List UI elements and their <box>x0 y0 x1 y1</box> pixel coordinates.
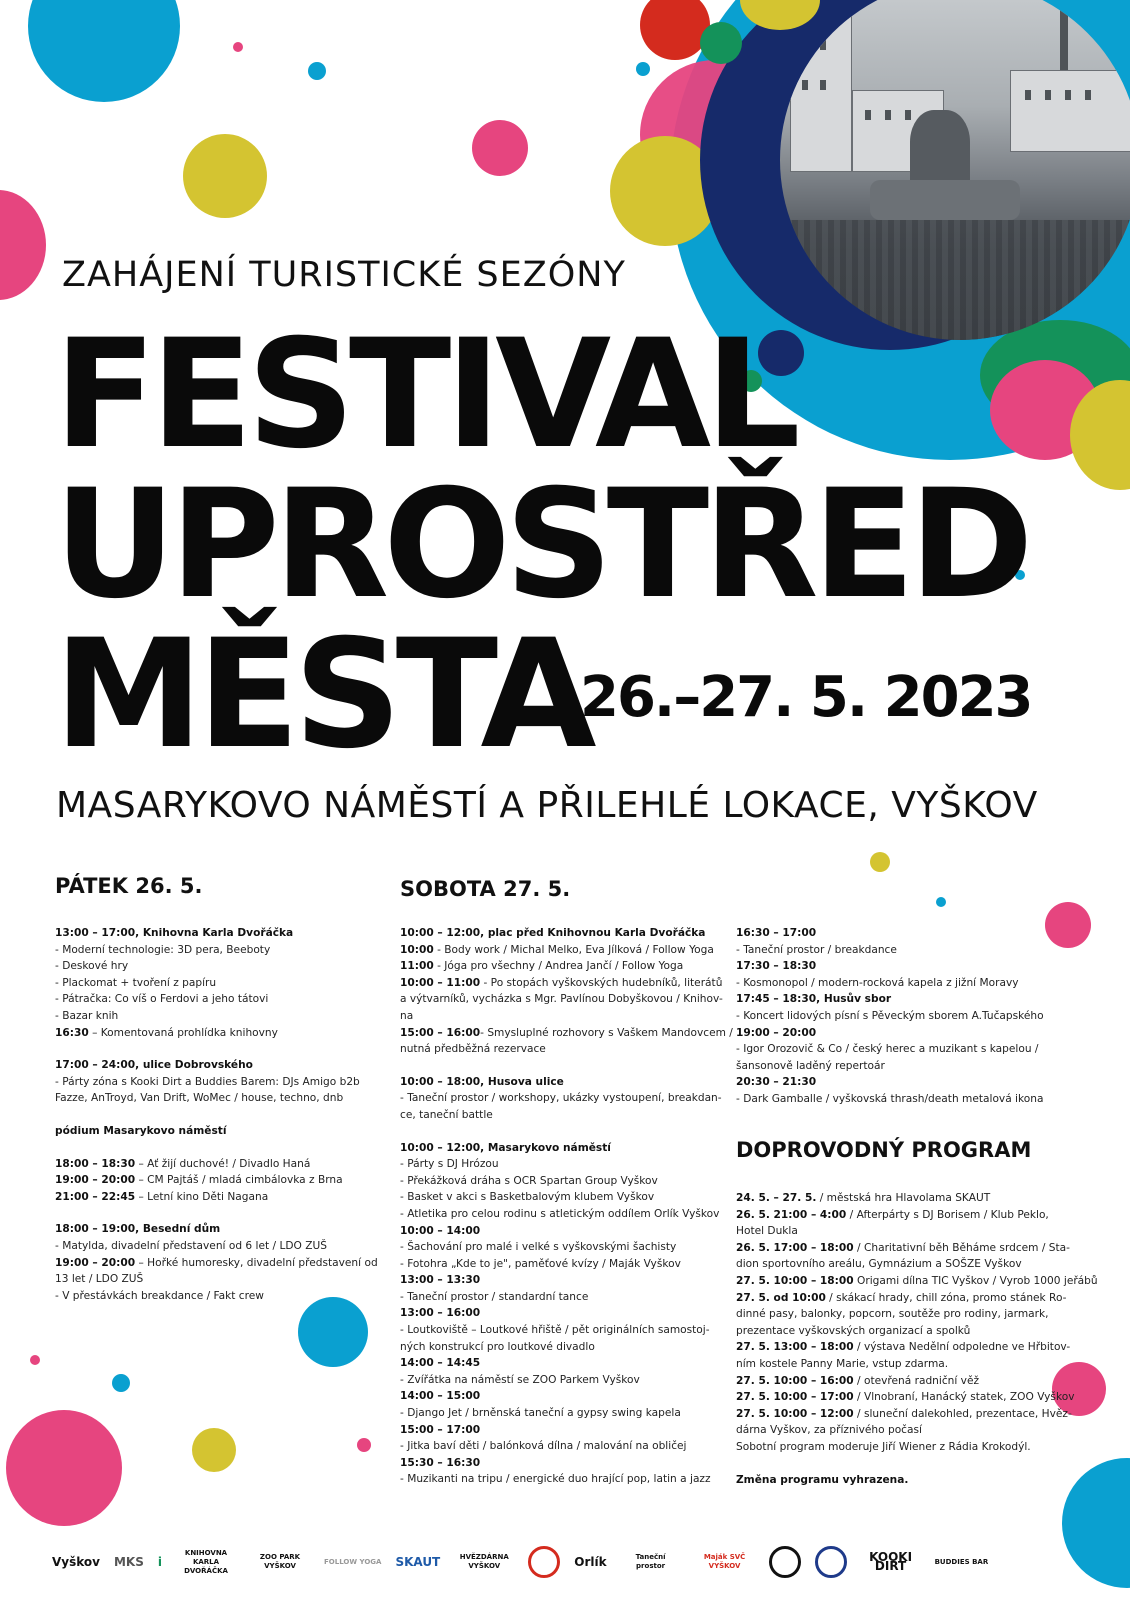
town-square-photo <box>780 0 1130 340</box>
program-line <box>736 1373 1081 1390</box>
program-line <box>400 1405 720 1422</box>
program-line <box>400 1008 720 1025</box>
program-line <box>400 1156 720 1173</box>
program-time: Změna programu vyhrazena. <box>736 1473 909 1486</box>
program-line <box>736 1207 1081 1224</box>
title-line-3: MĚSTA <box>54 608 591 782</box>
program-text: prezentace vyškovských organizací a spolků <box>736 1324 971 1337</box>
program-line <box>400 1339 720 1356</box>
program-time: 26. 5. 17:00 – 18:00 <box>736 1241 854 1254</box>
program-line <box>736 1323 1081 1340</box>
program-text: - Taneční prostor / workshopy, ukázky vystoupení, breakdan- <box>400 1092 722 1105</box>
program-line <box>736 1256 1081 1273</box>
program-text: – Letní kino Děti Nagana <box>135 1190 269 1203</box>
program-line <box>55 942 375 959</box>
program-time: 10:00 <box>400 943 434 956</box>
program-text: - Párty zóna s Kooki Dirt a Buddies Barem: DJs Amigo b2b <box>55 1075 360 1088</box>
program-line <box>400 1388 720 1405</box>
program-text: - Deskové hry <box>55 960 129 973</box>
supporting-program-heading: DOPROVODNÝ PROGRAM <box>736 1138 1032 1162</box>
program-line <box>400 1189 720 1206</box>
program-time: 19:00 – 20:00 <box>736 1026 817 1039</box>
decor-circle-pink <box>472 120 528 176</box>
program-text: Sobotní program moderuje Jiří Wiener z Rádia Krokodýl. <box>736 1440 1031 1453</box>
event-subtitle: ZAHÁJENÍ TURISTICKÉ SEZÓNY <box>62 255 626 295</box>
crest-logo <box>528 1546 560 1578</box>
event-dates: 26.–27. 5. 2023 <box>580 665 1032 730</box>
program-line <box>400 1041 720 1058</box>
program-line <box>400 925 720 942</box>
program-text: / městská hra Hlavolama SKAUT <box>816 1192 991 1204</box>
program-line <box>736 1290 1081 1307</box>
decor-circle-pink-tinybottom <box>30 1355 40 1365</box>
program-line <box>400 958 720 975</box>
program-time: 10:00 – 18:00, Husova ulice <box>400 1075 564 1088</box>
program-line <box>736 1422 1081 1439</box>
decor-circle-blue-mid2 <box>936 897 946 907</box>
decor-circle-blue-tiny <box>636 62 650 76</box>
program-text: - Igor Orozovič & Co / český herec a muzikant s kapelou / <box>736 1043 1039 1056</box>
program-text: dinné pasy, balonky, popcorn, soutěže pro rodiny, jarmark, <box>736 1308 1049 1321</box>
program-line <box>400 1223 720 1240</box>
event-location: MASARYKOVO NÁMĚSTÍ A PŘILEHLÉ LOKACE, VYŠKOV <box>56 785 1038 826</box>
program-line <box>55 1156 375 1173</box>
program-text: - Po stopách vyškovských hudebníků, literátů <box>480 976 723 989</box>
program-text: ce, taneční battle <box>400 1108 493 1121</box>
info-logo: i <box>157 1554 162 1569</box>
dance-logo: Taneční prostor <box>635 1553 666 1570</box>
program-time: 17:00 – 24:00, ulice Dobrovského <box>55 1059 253 1072</box>
program-text: – CM Pajtáš / mladá cimbálovka z Brna <box>135 1174 343 1187</box>
program-line <box>736 1240 1081 1257</box>
title-line-2: UPROSTŘED <box>54 458 1028 632</box>
program-text: - Taneční prostor / breakdance <box>736 943 897 956</box>
program-line <box>55 958 375 975</box>
program-text: - Šachování pro malé i velké s vyškovskými šachisty <box>400 1241 677 1254</box>
program-line <box>736 958 1076 975</box>
decor-circle-blue-tinybottom <box>112 1374 130 1392</box>
basket-logo <box>815 1546 847 1578</box>
program-line <box>55 1123 375 1140</box>
program-line <box>400 975 723 992</box>
program-line <box>736 1339 1081 1356</box>
program-line <box>400 1256 720 1273</box>
program-time: 17:30 – 18:30 <box>736 960 817 973</box>
program-line <box>400 1090 720 1107</box>
decor-circle-yellow-bottom <box>192 1428 236 1472</box>
program-line <box>400 1239 720 1256</box>
program-line <box>400 1272 720 1289</box>
program-time: 10:00 – 12:00, Masarykovo náměstí <box>400 1141 611 1154</box>
program-text: - Moderní technologie: 3D pera, Beeboty <box>55 943 271 956</box>
program-text: - Muzikanti na tripu / energické duo hrající pop, latin a jazz <box>400 1473 711 1486</box>
program-time: 21:00 – 22:45 <box>55 1190 136 1203</box>
program-time: 13:00 – 16:00 <box>400 1307 481 1320</box>
program-line <box>55 1221 375 1238</box>
decor-circle-pink-tinybottom2 <box>357 1438 371 1452</box>
program-line <box>736 1025 1076 1042</box>
program-time: 13:00 – 13:30 <box>400 1274 481 1287</box>
program-text: - Kosmonopol / modern-rocková kapela z jižní Moravy <box>736 976 1019 989</box>
decor-circle-blue-small <box>308 62 326 80</box>
program-line <box>55 975 375 992</box>
decor-circle-red <box>640 0 710 60</box>
program-text: šansonově laděný repertoár <box>736 1059 885 1072</box>
program-text: - Loutkoviště – Loutkové hřiště / pět originálních samostoj- <box>400 1324 710 1337</box>
program-line <box>400 1322 720 1339</box>
program-line <box>736 925 1076 942</box>
program-line <box>736 1041 1076 1058</box>
program-line <box>736 1273 1098 1290</box>
vyskov-logo: Vyškov <box>52 1554 100 1569</box>
program-time: 27. 5. 10:00 – 18:00 <box>736 1274 854 1287</box>
program-line <box>736 1356 1081 1373</box>
program-time: 16:30 <box>55 1026 89 1039</box>
decor-circle-pink-left <box>0 190 46 300</box>
program-time: 15:30 – 16:30 <box>400 1456 481 1469</box>
program-text: dárna Vyškov, za příznivého počasí <box>736 1424 922 1437</box>
program-text: - Koncert lidových písní s Pěveckým sborem A.Tučapského <box>736 1009 1044 1022</box>
program-text: - Překážková dráha s OCR Spartan Group Vyškov <box>400 1174 658 1187</box>
program-text: - Smysluplné rozhovory s Vaškem Mandovcem / <box>480 1026 733 1039</box>
program-text: – Hořké humoresky, divadelní představení od <box>135 1256 378 1269</box>
program-line <box>55 1008 375 1025</box>
program-line <box>400 942 720 959</box>
program-time: 18:00 – 18:30 <box>55 1157 136 1170</box>
program-text: Hotel Dukla <box>736 1225 798 1238</box>
program-text: Fazze, AnTroyd, Van Drift, WoMec / house, techno, dnb <box>55 1092 344 1105</box>
decor-circle-pink-small <box>233 42 243 52</box>
program-text: - Zvířátka na náměstí se ZOO Parkem Vyškov <box>400 1373 640 1386</box>
program-time: 24. 5. – 27. 5. <box>736 1192 817 1204</box>
program-text: – Ať žijí duchové! / Divadlo Haná <box>135 1157 311 1170</box>
program-text: ním kostele Panny Marie, vstup zdarma. <box>736 1357 949 1370</box>
program-time: 15:00 – 16:00 <box>400 1026 481 1039</box>
program-line <box>55 1172 375 1189</box>
program-text: – Komentovaná prohlídka knihovny <box>88 1026 278 1039</box>
program-line <box>736 1472 1081 1489</box>
program-time: 10:00 – 14:00 <box>400 1224 481 1237</box>
program-time: 10:00 – 12:00, plac před Knihovnou Karla Dvořáčka <box>400 927 706 939</box>
supporting-program <box>736 1190 1098 1488</box>
program-line <box>55 1238 375 1255</box>
program-spacer <box>55 1205 375 1221</box>
program-time: 19:00 – 20:00 <box>55 1174 136 1187</box>
program-text: - Jóga pro všechny / Andrea Jančí / Follow Yoga <box>433 960 684 973</box>
program-text: dion sportovního areálu, Gymnázium a SOŠZE Vyškov <box>736 1258 1022 1271</box>
program-line <box>736 991 1076 1008</box>
decor-circle-yellow-mid <box>870 852 890 872</box>
program-time: 11:00 <box>400 960 434 973</box>
program-line <box>55 1074 375 1091</box>
program-text: / sluneční dalekohled, prezentace, Hvěz- <box>853 1407 1072 1420</box>
program-text: / výstava Nedělní odpoledne ve Hřbitov- <box>853 1341 1071 1354</box>
library-logo: KNIHOVNA KARLA DVOŘÁČKA <box>184 1548 228 1575</box>
program-line <box>736 1406 1081 1423</box>
program-text: - Body work / Michal Melko, Eva Jílková / Follow Yoga <box>433 943 714 956</box>
program-line <box>736 1008 1076 1025</box>
program-line <box>400 1372 720 1389</box>
program-time: pódium Masarykovo náměstí <box>55 1124 227 1137</box>
program-line <box>400 1355 720 1372</box>
buddies-logo: BUDDIES BAR <box>934 1557 989 1566</box>
program-time: 27. 5. 10:00 – 12:00 <box>736 1407 854 1420</box>
program-line <box>400 1455 720 1472</box>
program-line <box>736 1389 1081 1406</box>
observatory-logo: HVĚZDÁRNA VYŠKOV <box>459 1553 509 1570</box>
title-line-1: FESTIVAL <box>54 308 795 482</box>
program-line <box>400 1471 720 1488</box>
program-text: - Dark Gamballe / vyškovská thrash/death metalová ikona <box>736 1092 1044 1105</box>
program-line <box>736 1091 1076 1108</box>
decor-circle-green <box>700 22 742 64</box>
program-time: 17:45 – 18:30, Husův sbor <box>736 993 892 1006</box>
program-time: 16:30 – 17:00 <box>736 927 817 939</box>
mks-logo: MKS <box>113 1554 144 1569</box>
program-line <box>55 1288 375 1305</box>
program-time: 26. 5. 21:00 – 4:00 <box>736 1208 847 1221</box>
program-line <box>400 1438 720 1455</box>
program-text: - Pátračka: Co víš o Ferdovi a jeho tátovi <box>55 993 269 1006</box>
program-line <box>736 975 1076 992</box>
program-text: - V přestávkách breakdance / Fakt crew <box>55 1289 264 1302</box>
program-time: 27. 5. 10:00 – 16:00 <box>736 1374 854 1387</box>
program-time: 10:00 – 11:00 <box>400 976 481 989</box>
program-spacer <box>55 1107 375 1123</box>
program-line <box>400 1074 720 1091</box>
follow-yoga-logo: FOLLOW YOGA <box>324 1557 382 1566</box>
program-text: - Fotohra „Kde to je", paměťové kvízy / Maják Vyškov <box>400 1257 681 1270</box>
program-line <box>736 1074 1076 1091</box>
program-line <box>55 1271 375 1288</box>
program-time: 14:00 – 14:45 <box>400 1357 481 1370</box>
program-text: ných konstrukcí pro loutkové divadlo <box>400 1340 595 1353</box>
program-text: - Párty s DJ Hrózou <box>400 1158 499 1171</box>
program-spacer <box>400 1124 720 1140</box>
program-text: - Basket v akci s Basketbalovým klubem Vyškov <box>400 1191 655 1204</box>
program-text: / skákací hrady, chill zóna, promo stánek Ro- <box>825 1291 1067 1304</box>
orlik-logo: Orlík <box>574 1554 607 1569</box>
program-time: 27. 5. od 10:00 <box>736 1291 826 1304</box>
friday-heading: PÁTEK 26. 5. <box>55 874 203 898</box>
program-text: / Charitativní běh Běháme srdcem / Sta- <box>853 1241 1070 1254</box>
saturday-evening-program <box>736 925 1076 1108</box>
program-line <box>55 925 375 942</box>
spartan-logo <box>769 1546 801 1578</box>
program-spacer <box>55 1041 375 1057</box>
kooki-dirt-logo: KOOKI DIRT <box>869 1550 913 1573</box>
program-line <box>55 1057 375 1074</box>
majak-logo: Maják SVČ VYŠKOV <box>703 1553 746 1570</box>
program-text: 13 let / LDO ZUŠ <box>55 1273 144 1286</box>
program-line <box>400 1289 720 1306</box>
decor-circle-blue-bottom <box>298 1297 368 1367</box>
program-line <box>736 1439 1081 1456</box>
zoo-logo: ZOO PARK VYŠKOV <box>259 1553 301 1570</box>
program-text: - Django Jet / brněnská taneční a gypsy swing kapela <box>400 1407 681 1420</box>
program-line <box>55 1189 375 1206</box>
program-time: 15:00 – 17:00 <box>400 1423 481 1436</box>
program-line <box>736 1223 1081 1240</box>
program-text: na <box>400 1009 414 1022</box>
program-spacer <box>400 1058 720 1074</box>
program-line <box>736 1306 1081 1323</box>
program-text: Origami dílna TIC Vyškov / Vyrob 1000 jeřábů <box>853 1274 1098 1287</box>
program-line <box>400 1422 720 1439</box>
program-text: - Taneční prostor / standardní tance <box>400 1290 589 1303</box>
program-spacer <box>736 1456 1081 1472</box>
program-line <box>400 1140 720 1157</box>
program-line <box>736 1190 1081 1207</box>
program-text: - Bazar knih <box>55 1009 119 1022</box>
saturday-heading: SOBOTA 27. 5. <box>400 877 571 901</box>
program-text: / otevřená radniční věž <box>853 1374 980 1387</box>
program-time: 14:00 – 15:00 <box>400 1390 481 1403</box>
program-line <box>400 1206 720 1223</box>
program-time: 27. 5. 13:00 – 18:00 <box>736 1341 854 1354</box>
program-time: 27. 5. 10:00 – 17:00 <box>736 1391 854 1404</box>
friday-program <box>55 925 378 1304</box>
program-time: 19:00 – 20:00 <box>55 1256 136 1269</box>
decor-circle-yellow <box>183 134 267 218</box>
program-time: 13:00 – 17:00, Knihovna Karla Dvořáčka <box>55 927 294 939</box>
program-time: 18:00 – 19:00, Besední dům <box>55 1223 221 1236</box>
program-line <box>736 942 1076 959</box>
program-text: nutná předběžná rezervace <box>400 1043 546 1056</box>
program-line <box>736 1058 1076 1075</box>
program-time: 20:30 – 21:30 <box>736 1076 817 1089</box>
partner-logos <box>52 1540 1092 1584</box>
program-text: a výtvarníků, vycházka s Mgr. Pavlínou Dobyškovou / Knihov- <box>400 993 723 1006</box>
program-text: - Jitka baví děti / balónková dílna / malování na obličej <box>400 1440 687 1453</box>
program-line <box>400 991 723 1008</box>
saturday-program <box>400 925 733 1488</box>
program-line <box>400 1305 720 1322</box>
program-line <box>400 1173 720 1190</box>
program-spacer <box>55 1140 375 1156</box>
program-line <box>55 1025 375 1042</box>
program-text: / Vlnobraní, Hanácký statek, ZOO Vyškov <box>853 1391 1075 1404</box>
program-line <box>55 1255 378 1272</box>
program-text: / Afterpárty s DJ Borisem / Klub Peklo, <box>846 1208 1049 1221</box>
program-line <box>400 1107 720 1124</box>
program-text: - Matylda, divadelní představení od 6 let / LDO ZUŠ <box>55 1239 327 1252</box>
program-line <box>400 1025 733 1042</box>
decor-circle-blue-topleft <box>28 0 180 102</box>
decor-circle-pink-bottom <box>6 1410 122 1526</box>
skaut-logo: SKAUT <box>395 1554 441 1569</box>
program-text: - Atletika pro celou rodinu s atletickým oddílem Orlík Vyškov <box>400 1207 720 1220</box>
program-text: - Plackomat + tvoření z papíru <box>55 976 217 989</box>
program-line <box>55 991 375 1008</box>
program-line <box>55 1090 375 1107</box>
